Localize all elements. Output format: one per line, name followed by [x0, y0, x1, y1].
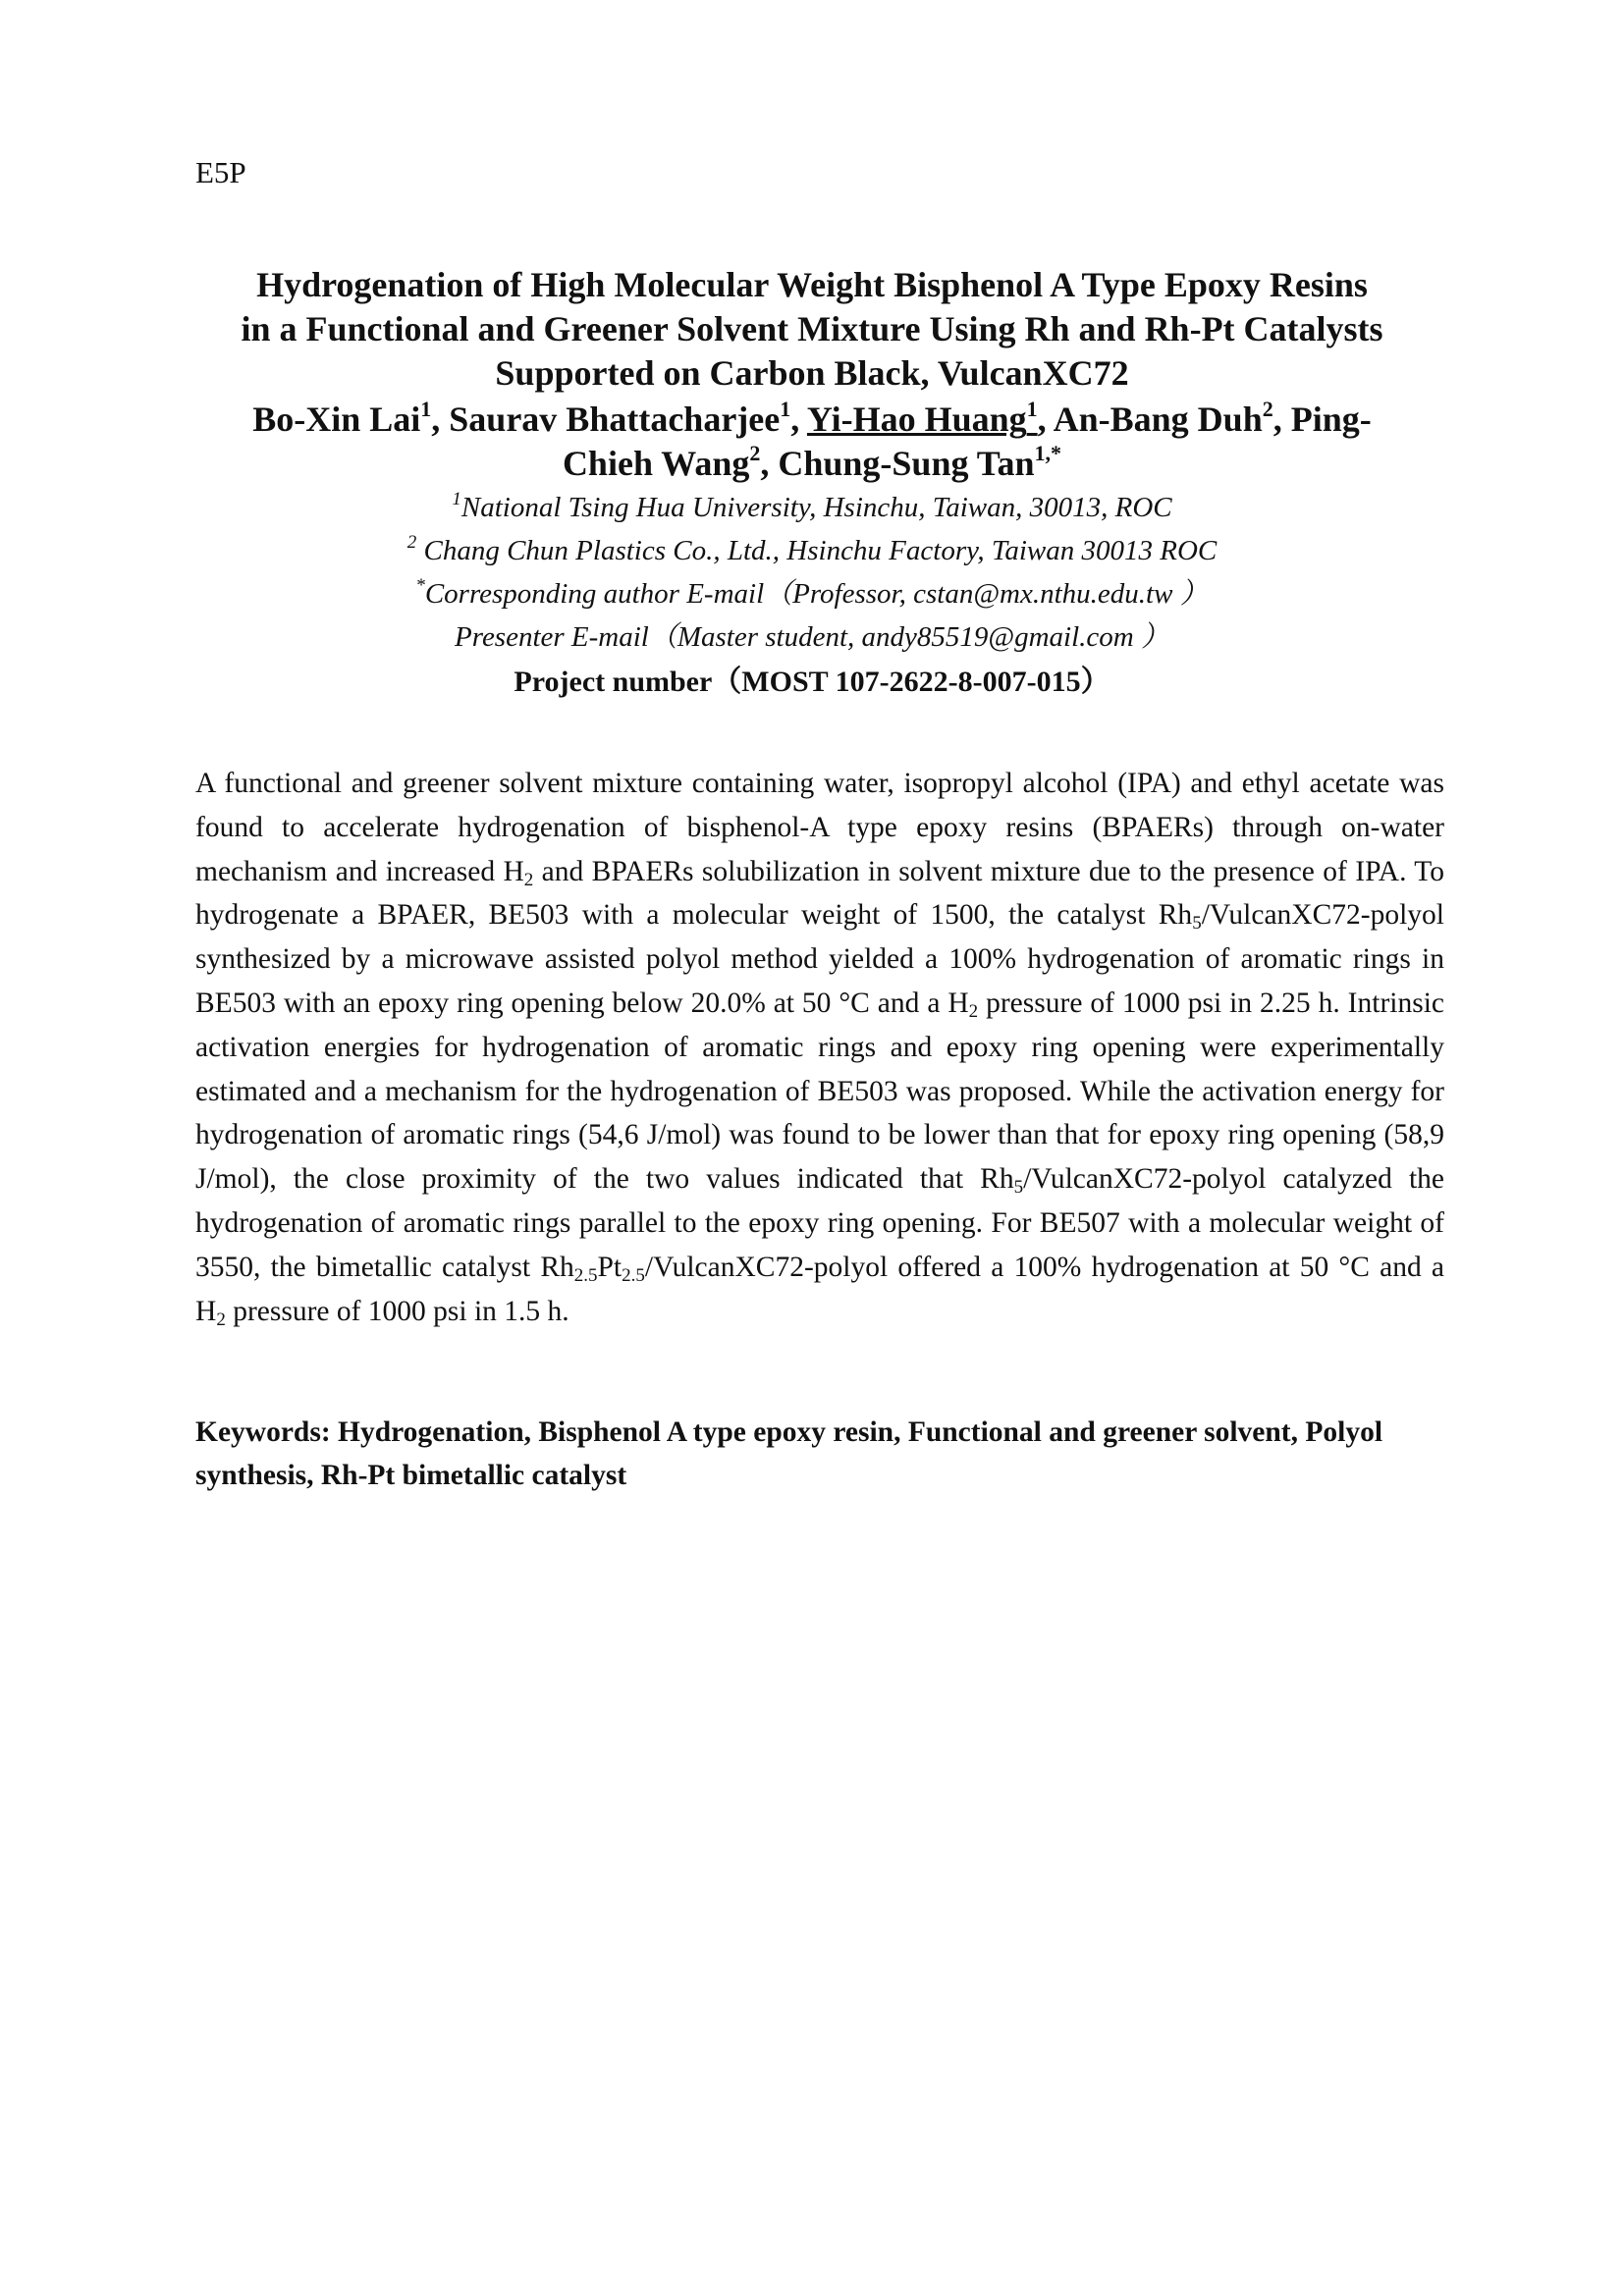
author-name-part: Ping-	[1290, 400, 1372, 439]
presenter-author-name: Yi-Hao Huang$^1$	[806, 397, 1038, 439]
author-affiliation-mark: 2	[1262, 397, 1273, 421]
presenter-email: Presenter E-mail（Master student, andy85519@gmail.com ）	[455, 621, 1169, 653]
author-line-2: Chieh Wang$^2$, Chung-Sung Tan$^{1,*}$	[562, 441, 1062, 483]
author-list	[187, 398, 1437, 486]
affiliation-2: $^2$ Chang Chun Plastics Co., Ltd., Hsinchu Factory, Taiwan 30013 ROC	[406, 532, 1218, 566]
keywords: Keywords: Hydrogenation, Bisphenol A type epoxy resin, Functional and greener solvent, Polyol synthesis, Rh-Pt bimetallic catalyst	[195, 1416, 1383, 1491]
affiliation-1: $^1$National Tsing Hua University, Hsinchu, Taiwan, 30013, ROC	[452, 489, 1172, 523]
author-name: Saurav Bhattacharjee	[449, 400, 781, 439]
corresponding-author-email: *Corresponding author E-mail（Professor, cstan@mx.nthu.edu.tw ）	[415, 575, 1209, 610]
author-affiliation-mark: 1	[420, 397, 432, 421]
paper-title	[187, 263, 1437, 396]
author-name: An-Bang Duh	[1053, 400, 1263, 439]
session-code: E5P	[195, 155, 246, 189]
project-number: Project number（MOST 107-2622-8-007-015）	[514, 666, 1110, 698]
author-affiliation-mark: 2	[749, 441, 761, 465]
title-line-3: Supported on Carbon Black, VulcanXC72	[495, 353, 1129, 393]
author-affiliation-mark: 1,*	[1034, 441, 1062, 465]
author-name: Bo-Xin Lai	[252, 400, 421, 439]
abstract-text: A functional and greener solvent mixture containing water, isopropyl alcohol (IPA) and ethyl acetate was found to accelerate hydrogenation of bisphenol-A type epoxy resins (BPAERs) through on-water mechanism and increased $H_2$ and BPAERs solubilization in solvent mixture due to the presence of IPA. To hydrogenate a BPAER, BE503 with a molecular weight of 1500, the catalyst $Rh_5/VulcanXC72$-polyol synthesized by a microwave assisted polyol method yielded a 100% hydrogenation of aromatic rings in BE503 with an epoxy ring opening below 20.0% at 50 °C and a $H_2$ pressure of 1000 psi in 2.25 h. Intrinsic activation energies for hydrogenation of aromatic rings and epoxy ring opening were experimentally estimated and a mechanism for the hydrogenation of BE503 was proposed. While the activation energy for hydrogenation of aromatic rings (54,6 J/mol) was found to be lower than that for epoxy ring opening (58,9 J/mol), the close proximity of the two values indicated that $Rh_5/VulcanXC72$-polyol catalyzed the hydrogenation of aromatic rings parallel to the epoxy ring opening. For BE507 with a molecular weight of 3550, the bimetallic catalyst $Rh_{2.5}Pt_{2.5}/VulcanXC72$-polyol offered a 100% hydrogenation at 50 °C and a $H_2$ pressure of 1000 psi in 1.5 h.	[195, 768, 1445, 1330]
author-line-1: Bo-Xin Lai$^1$, Saurav Bhattacharjee$^1$, Yi-Hao Huang$^1$, An-Bang Duh$^2$, Ping-	[252, 397, 1372, 439]
title-line-1: Hydrogenation of High Molecular Weight Bisphenol A Type Epoxy Resins	[256, 265, 1368, 304]
paper-header	[187, 263, 1437, 704]
author-affiliation-mark: 1	[1026, 397, 1038, 421]
title-line-2: in a Functional and Greener Solvent Mixture Using Rh and Rh-Pt Catalysts	[241, 309, 1383, 348]
author-name-part: Chieh Wang	[562, 444, 750, 483]
author-affiliation-mark: 1	[780, 397, 791, 421]
author-name: Chung-Sung Tan	[778, 444, 1035, 483]
